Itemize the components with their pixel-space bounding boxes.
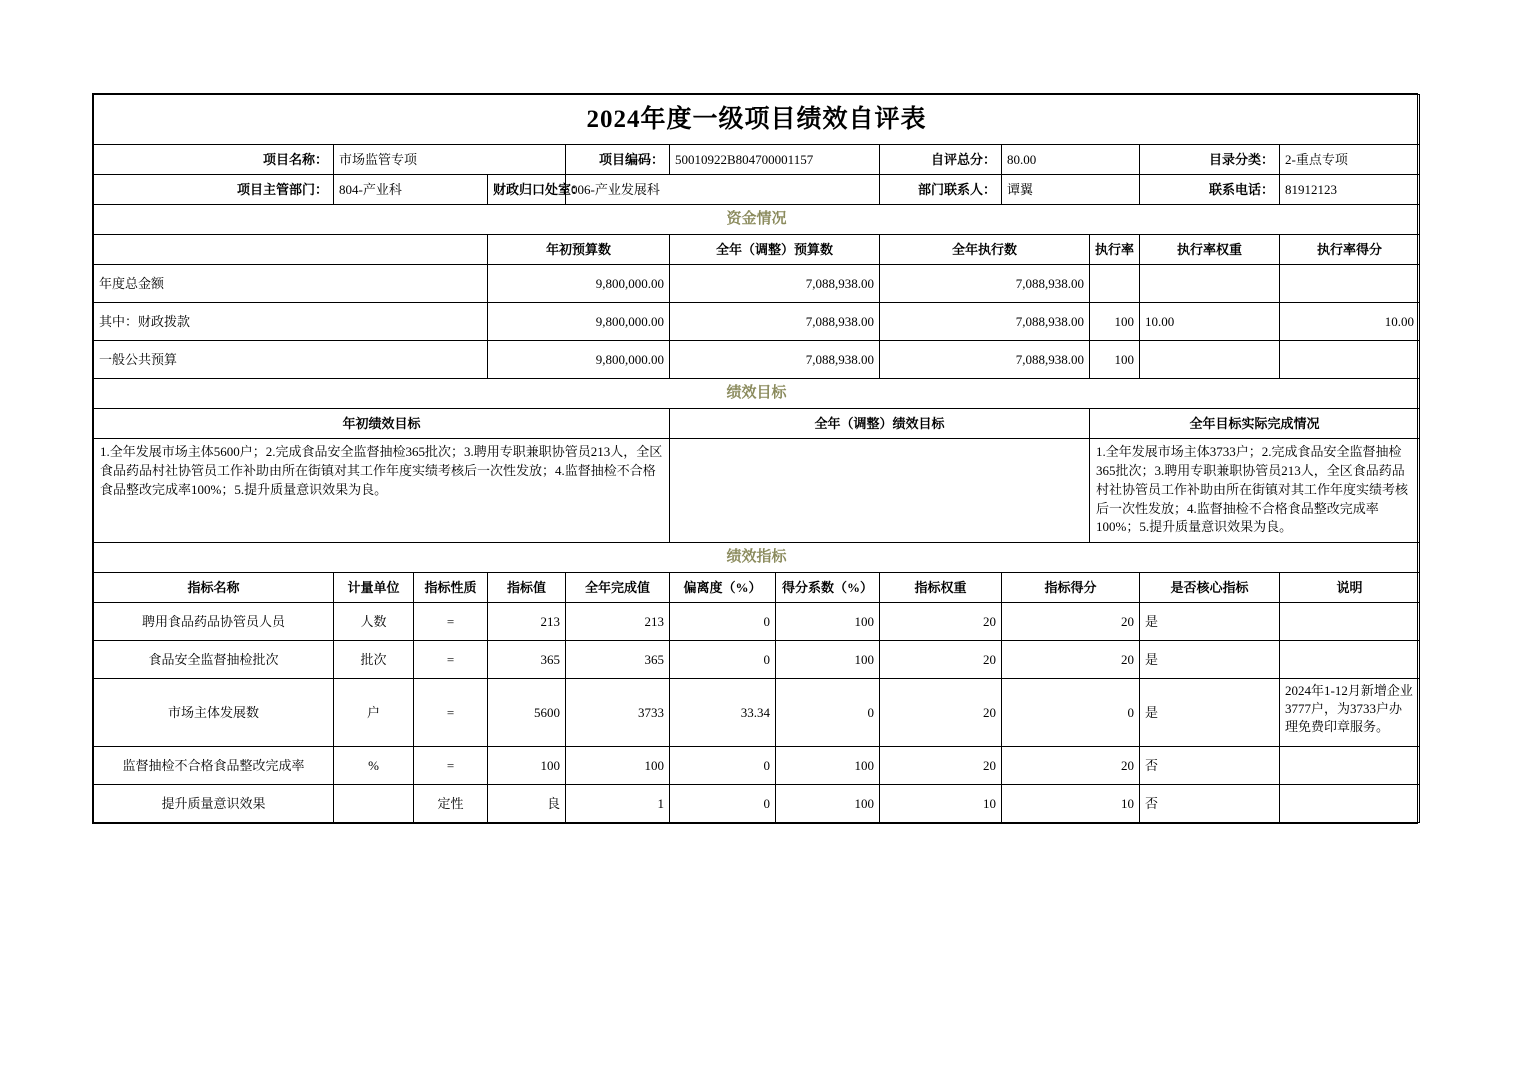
indicator-header-note: 说明 — [1280, 573, 1420, 603]
table-row — [94, 603, 1420, 641]
indicator-coefficient: 100 — [776, 785, 880, 823]
page-title: 2024年度一级项目绩效自评表 — [94, 95, 1420, 145]
indicator-target: 5600 — [488, 679, 566, 747]
indicator-target: 213 — [488, 603, 566, 641]
indicator-coefficient: 100 — [776, 747, 880, 785]
indicator-coefficient: 100 — [776, 603, 880, 641]
indicator-unit: 人数 — [334, 603, 414, 641]
funds-row-begin-budget: 9,800,000.00 — [488, 265, 670, 303]
indicator-header-coefficient: 得分系数（%） — [776, 573, 880, 603]
funds-row-begin-budget: 9,800,000.00 — [488, 303, 670, 341]
indicator-actual: 100 — [566, 747, 670, 785]
finance-label: 财政归口处室： — [488, 175, 566, 205]
indicator-deviation: 33.34 — [670, 679, 776, 747]
self-score-label: 自评总分： — [880, 145, 1002, 175]
project-name-label: 项目名称： — [94, 145, 334, 175]
indicator-name: 提升质量意识效果 — [94, 785, 334, 823]
indicator-core: 否 — [1140, 785, 1280, 823]
funds-header-rate: 执行率 — [1090, 235, 1140, 265]
funds-row-rate: 100 — [1090, 341, 1140, 379]
indicator-score: 0 — [1002, 679, 1140, 747]
project-code-label: 项目编码： — [566, 145, 670, 175]
table-row — [94, 303, 1420, 341]
indicator-note — [1280, 785, 1420, 823]
indicator-note — [1280, 747, 1420, 785]
self-score-value: 80.00 — [1002, 145, 1140, 175]
indicator-unit: % — [334, 747, 414, 785]
indicator-header-deviation: 偏离度（%） — [670, 573, 776, 603]
funds-row-weight — [1140, 265, 1280, 303]
funds-row-score — [1280, 341, 1420, 379]
catalog-value: 2-重点专项 — [1280, 145, 1420, 175]
indicator-note — [1280, 603, 1420, 641]
indicator-coefficient: 100 — [776, 641, 880, 679]
funds-section-title: 资金情况 — [94, 205, 1420, 235]
indicator-unit: 批次 — [334, 641, 414, 679]
indicator-nature: = — [414, 679, 488, 747]
funds-row-executed: 7,088,938.00 — [880, 303, 1090, 341]
indicator-core: 否 — [1140, 747, 1280, 785]
funds-row-name: 年度总金额 — [94, 265, 488, 303]
table-row — [94, 265, 1420, 303]
dept-label: 项目主管部门： — [94, 175, 334, 205]
indicator-nature: = — [414, 641, 488, 679]
goals-begin-text: 1.全年发展市场主体5600户；2.完成食品安全监督抽检365批次；3.聘用专职兼职协管员213人，全区食品药品村社协管员工作补助由所在街镇对其工作年度实绩考核后一次性发放；4.监督抽检不合格食品整改完成率100%；5.提升质量意识效果为良。 — [94, 439, 670, 543]
funds-row-rate: 100 — [1090, 303, 1140, 341]
indicator-weight: 20 — [880, 747, 1002, 785]
indicator-core: 是 — [1140, 603, 1280, 641]
funds-header-adjusted-budget: 全年（调整）预算数 — [670, 235, 880, 265]
funds-row-weight: 10.00 — [1140, 303, 1280, 341]
indicator-weight: 20 — [880, 603, 1002, 641]
funds-header-score: 执行率得分 — [1280, 235, 1420, 265]
funds-row-adjusted-budget: 7,088,938.00 — [670, 303, 880, 341]
indicator-target: 100 — [488, 747, 566, 785]
funds-header-begin-budget: 年初预算数 — [488, 235, 670, 265]
indicator-header-name: 指标名称 — [94, 573, 334, 603]
indicator-deviation: 0 — [670, 785, 776, 823]
funds-header-blank — [94, 235, 488, 265]
phone-value: 81912123 — [1280, 175, 1420, 205]
indicator-coefficient: 0 — [776, 679, 880, 747]
goals-section-title: 绩效目标 — [94, 379, 1420, 409]
catalog-label: 目录分类： — [1140, 145, 1280, 175]
indicator-nature: = — [414, 603, 488, 641]
finance-value: 006-产业发展科 — [566, 175, 880, 205]
goals-header-begin: 年初绩效目标 — [94, 409, 670, 439]
contact-label: 部门联系人： — [880, 175, 1002, 205]
table-row — [94, 679, 1420, 747]
indicator-note: 2024年1-12月新增企业3777户，为3733户办理免费印章服务。 — [1280, 679, 1420, 747]
indicator-deviation: 0 — [670, 747, 776, 785]
indicator-nature: = — [414, 747, 488, 785]
project-name-value: 市场监管专项 — [334, 145, 566, 175]
indicator-actual: 1 — [566, 785, 670, 823]
indicator-actual: 213 — [566, 603, 670, 641]
funds-row-score: 10.00 — [1280, 303, 1420, 341]
indicator-header-actual: 全年完成值 — [566, 573, 670, 603]
goals-actual-text: 1.全年发展市场主体3733户；2.完成食品安全监督抽检365批次；3.聘用专职兼职协管员213人，全区食品药品村社协管员工作补助由所在街镇对其工作年度实绩考核后一次性发放；4.监督抽检不合格食品整改完成率100%；5.提升质量意识效果为良。 — [1090, 439, 1420, 543]
indicator-deviation: 0 — [670, 641, 776, 679]
indicator-header-nature: 指标性质 — [414, 573, 488, 603]
funds-row-executed: 7,088,938.00 — [880, 265, 1090, 303]
indicator-name: 市场主体发展数 — [94, 679, 334, 747]
funds-header-executed: 全年执行数 — [880, 235, 1090, 265]
indicator-header-unit: 计量单位 — [334, 573, 414, 603]
goals-header-adjusted: 全年（调整）绩效目标 — [670, 409, 1090, 439]
table-row — [94, 641, 1420, 679]
indicator-nature: 定性 — [414, 785, 488, 823]
indicator-header-weight: 指标权重 — [880, 573, 1002, 603]
funds-row-name: 一般公共预算 — [94, 341, 488, 379]
funds-row-adjusted-budget: 7,088,938.00 — [670, 265, 880, 303]
indicator-actual: 3733 — [566, 679, 670, 747]
indicator-note — [1280, 641, 1420, 679]
indicator-unit — [334, 785, 414, 823]
goals-adjusted-text — [670, 439, 1090, 543]
phone-label: 联系电话： — [1140, 175, 1280, 205]
funds-row-score — [1280, 265, 1420, 303]
funds-row-weight — [1140, 341, 1280, 379]
funds-row-begin-budget: 9,800,000.00 — [488, 341, 670, 379]
table-row — [94, 785, 1420, 823]
funds-row-rate — [1090, 265, 1140, 303]
indicator-target: 良 — [488, 785, 566, 823]
funds-row-executed: 7,088,938.00 — [880, 341, 1090, 379]
funds-header-weight: 执行率权重 — [1140, 235, 1280, 265]
indicator-header-score: 指标得分 — [1002, 573, 1140, 603]
contact-value: 谭翼 — [1002, 175, 1140, 205]
indicator-weight: 20 — [880, 679, 1002, 747]
main-table — [93, 94, 1420, 823]
indicator-unit: 户 — [334, 679, 414, 747]
indicator-score: 20 — [1002, 747, 1140, 785]
indicator-core: 是 — [1140, 679, 1280, 747]
indicator-weight: 10 — [880, 785, 1002, 823]
indicator-header-core: 是否核心指标 — [1140, 573, 1280, 603]
indicator-name: 监督抽检不合格食品整改完成率 — [94, 747, 334, 785]
indicator-header-target: 指标值 — [488, 573, 566, 603]
indicator-name: 聘用食品药品协管员人员 — [94, 603, 334, 641]
indicator-core: 是 — [1140, 641, 1280, 679]
dept-value: 804-产业科 — [334, 175, 488, 205]
indicator-actual: 365 — [566, 641, 670, 679]
indicators-section-title: 绩效指标 — [94, 543, 1420, 573]
indicator-score: 20 — [1002, 641, 1140, 679]
indicator-score: 20 — [1002, 603, 1140, 641]
project-code-value: 50010922B804700001157 — [670, 145, 880, 175]
indicator-name: 食品安全监督抽检批次 — [94, 641, 334, 679]
funds-row-adjusted-budget: 7,088,938.00 — [670, 341, 880, 379]
goals-header-actual: 全年目标实际完成情况 — [1090, 409, 1420, 439]
indicator-weight: 20 — [880, 641, 1002, 679]
indicator-score: 10 — [1002, 785, 1140, 823]
funds-row-name: 其中：财政拨款 — [94, 303, 488, 341]
performance-self-evaluation-sheet — [92, 93, 1418, 824]
indicator-deviation: 0 — [670, 603, 776, 641]
table-row — [94, 341, 1420, 379]
indicator-target: 365 — [488, 641, 566, 679]
table-row — [94, 747, 1420, 785]
